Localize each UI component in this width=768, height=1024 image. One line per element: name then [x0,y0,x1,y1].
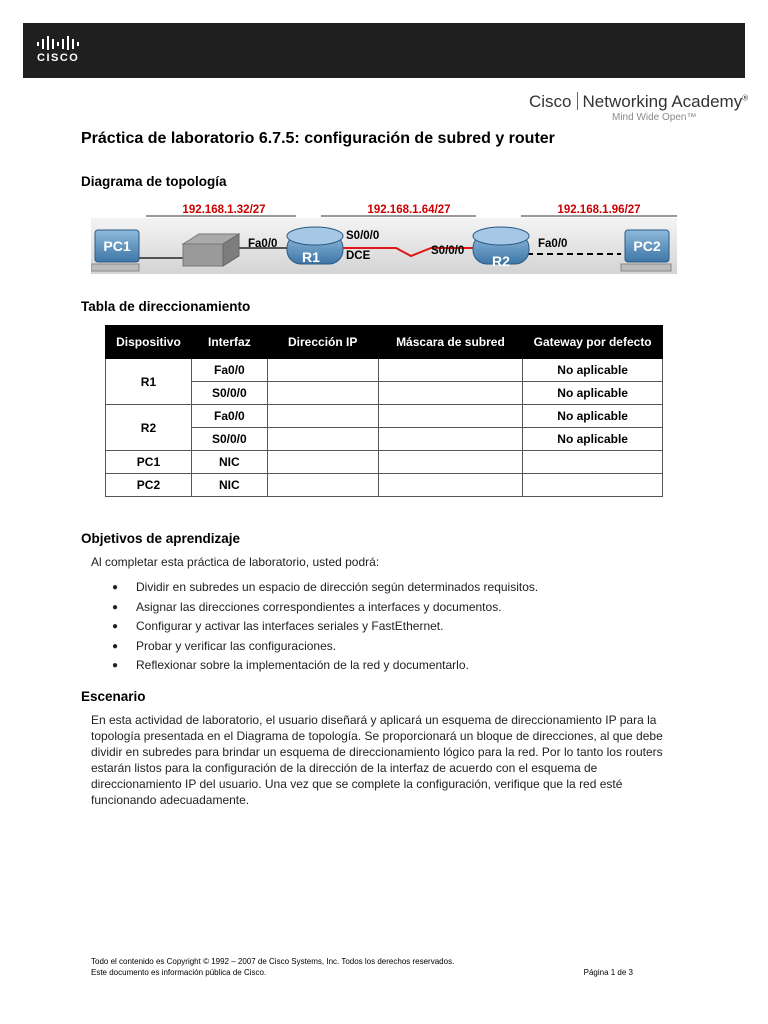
cell-ip [267,474,378,497]
cell-gateway: No aplicable [523,405,663,428]
r1-label: R1 [302,249,320,265]
cell-gateway: No aplicable [523,428,663,451]
academy-name-right: Networking Academy [582,92,743,111]
col-ip: Dirección IP [267,326,378,359]
cell-gateway [523,474,663,497]
cisco-logo [35,36,95,66]
col-interface: Interfaz [191,326,267,359]
academy-brand [529,92,748,128]
cell-ip [267,428,378,451]
col-device: Dispositivo [106,326,192,359]
cell-mask [378,451,523,474]
registered-mark: ® [742,93,749,103]
list-item-text: Configurar y activar las interfaces seriales y FastEthernet. [136,619,444,633]
addressing-heading: Tabla de direccionamiento [81,299,251,314]
cell-device: PC1 [106,451,192,474]
r2-serial-label: S0/0/0 [431,245,465,257]
scenario-heading: Escenario [81,689,146,704]
bullet-icon: ● [112,640,119,652]
cisco-wordmark: CISCO [37,52,80,64]
r2-label: R2 [492,253,510,269]
list-item [110,637,538,657]
switch-icon [183,234,239,266]
page-number: Página 1 de 3 [583,968,633,977]
list-item-text: Dividir en subredes un espacio de dirección según determinados requisitos. [136,580,539,594]
col-gateway: Gateway por defecto [523,326,663,359]
cell-device: R2 [106,405,192,451]
cell-gateway: No aplicable [523,382,663,405]
bullet-icon: ● [112,601,119,613]
table-header-row [106,326,663,359]
cell-ip [267,405,378,428]
table-row [106,451,663,474]
cell-ip [267,382,378,405]
objectives-intro: Al completar esta práctica de laboratorio, usted podrá: [91,555,380,569]
brand-divider [577,92,578,110]
copyright-text: Todo el contenido es Copyright © 1992 – 2007 de Cisco Systems, Inc. Todos los derechos reservados. [91,957,455,966]
list-item-text: Reflexionar sobre la implementación de la red y documentarlo. [136,658,469,672]
net3-label: 192.168.1.96/27 [557,204,641,216]
cell-mask [378,474,523,497]
bullet-icon: ● [112,621,119,632]
scenario-text: En esta actividad de laboratorio, el usuario diseñará y aplicará un esquema de direccionamiento IP para la topología presentada en el Diagrama de topología. Se proporcionará un bloque de direcciones, al que debe dividir en subredes para brindar un esquema de direccionamiento lógico para la red. Por lo tanto los routers estarán listos para la configuración de la dirección de la interfaz de acuerdo con el esquema de direccionamiento IP del usuario. Una vez que se complete la configuración, verifique que la red esté funcionando adecuadamente. [91,713,663,807]
cell-interface: NIC [191,451,267,474]
net2-label: 192.168.1.64/27 [367,204,451,216]
r1-serial-label: S0/0/0 [346,230,380,242]
cell-interface: NIC [191,474,267,497]
topology-heading: Diagrama de topología [81,174,227,189]
r2-fa-label: Fa0/0 [538,238,568,250]
net1-label: 192.168.1.32/27 [182,204,266,216]
objectives-heading: Objetivos de aprendizaje [81,531,241,546]
r1-fa-label: Fa0/0 [248,238,278,250]
academy-name-left: Cisco [529,92,572,111]
cell-mask [378,405,523,428]
list-item [110,578,538,598]
cell-interface: S0/0/0 [191,428,267,451]
list-item-text: Probar y verificar las configuraciones. [136,638,337,653]
cell-interface: Fa0/0 [191,405,267,428]
cell-device: R1 [106,359,192,405]
list-item-text: Asignar las direcciones correspondientes a interfaces y documentos. [136,599,502,614]
bullet-icon: ● [112,660,119,671]
list-item [110,598,538,618]
table-row [106,359,663,382]
cell-mask [378,428,523,451]
dce-label: DCE [346,250,371,262]
list-item [110,617,538,637]
page-title: Práctica de laboratorio 6.7.5: configuración de subred y router [81,130,555,147]
pc1-label: PC1 [103,238,131,254]
topology-diagram [91,196,677,282]
cell-gateway [523,451,663,474]
topology-background [91,218,677,274]
cell-ip [267,359,378,382]
objectives-list [110,578,538,676]
cell-gateway: No aplicable [523,359,663,382]
pc2-label: PC2 [633,238,661,254]
cell-mask [378,382,523,405]
col-mask: Máscara de subred [378,326,523,359]
cell-interface: Fa0/0 [191,359,267,382]
cell-ip [267,451,378,474]
cell-mask [378,359,523,382]
addressing-table [105,325,663,497]
bullet-icon: ● [112,582,119,593]
header-bar [23,23,745,78]
cell-interface: S0/0/0 [191,382,267,405]
table-row [106,474,663,497]
list-item [110,656,538,676]
public-info-text: Este documento es información pública de Cisco. [91,968,267,977]
cell-device: PC2 [106,474,192,497]
table-row [106,405,663,428]
academy-tagline: Mind Wide Open™ [612,112,697,123]
cisco-bridge-icon [37,36,87,50]
